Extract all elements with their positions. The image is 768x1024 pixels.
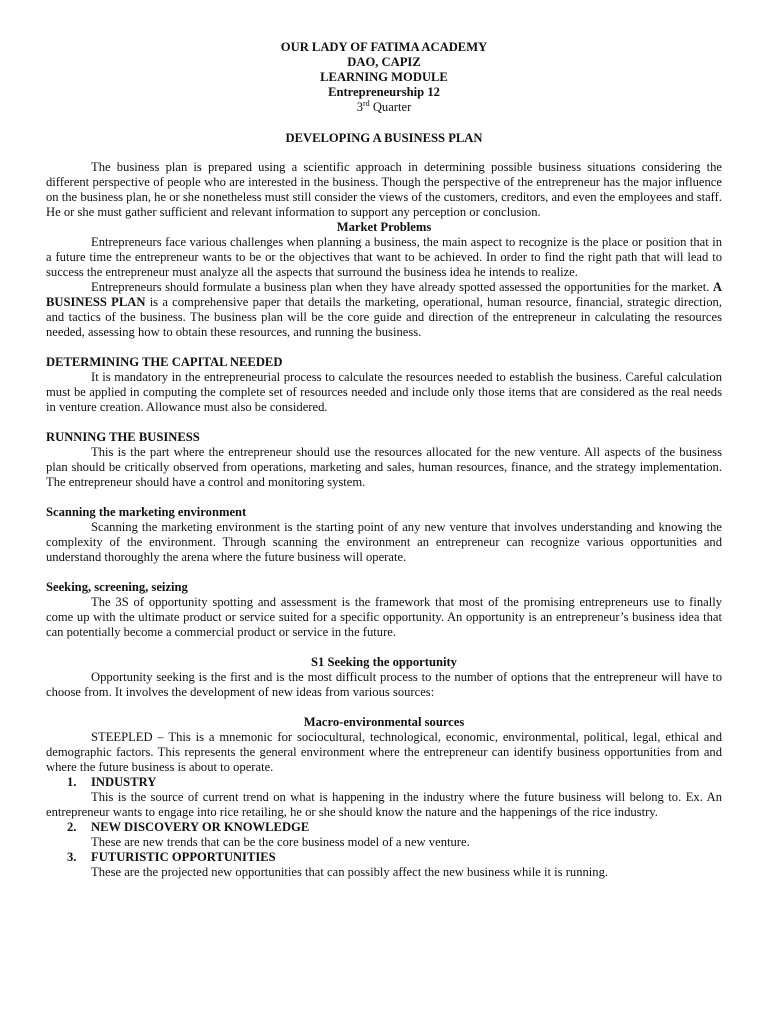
list-item-text: This is the source of current trend on what is happening in the industry where the future business will belong to. Ex. An entrepreneur wants to engage into rice retailing, he or she should know the nature and the happenings of the rice industry.	[46, 790, 722, 819]
quarter-label	[46, 100, 722, 115]
list-item	[46, 775, 722, 820]
document-header	[46, 40, 722, 115]
document-title: DEVELOPING A BUSINESS PLAN	[285, 131, 483, 145]
list-item-label: INDUSTRY	[91, 775, 157, 789]
market-paragraph-1: Entrepreneurs face various challenges when planning a business, the main aspect to recognize is the place or position that in a future time the entrepreneur wants to be or the objectives that want to be achieved. In order to find the right path that will lead to success the entrepreneur must analyze all the aspects that surround the business idea he intends to realize.	[46, 235, 722, 279]
subject-label: Entrepreneurship 12	[328, 85, 440, 99]
scanning-heading: Scanning the marketing environment	[46, 505, 247, 519]
running-paragraph: This is the part where the entrepreneur should use the resources allocated for the new venture. All aspects of the business plan should be critically observed from operations, marketing and sales, human resources, finance, and the strategy implementation. The entrepreneur should have a control and monitoring system.	[46, 445, 722, 489]
list-item-heading	[46, 850, 722, 865]
s1-paragraph: Opportunity seeking is the first and is the most difficult process to the number of options that the entrepreneur will have to choose from. It involves the development of new ideas from various sources:	[46, 670, 722, 699]
quarter-number: 3	[356, 100, 363, 114]
list-item-heading	[46, 775, 722, 790]
quarter-suffix: rd	[363, 98, 370, 108]
capital-heading: DETERMINING THE CAPITAL NEEDED	[46, 355, 283, 369]
s1-heading: S1 Seeking the opportunity	[311, 655, 457, 669]
list-item-number: 2.	[67, 820, 77, 834]
list-item	[46, 850, 722, 880]
macro-paragraph: STEEPLED – This is a mnemonic for sociocultural, technological, economic, environmental, political, legal, ethical and demographic factors. This represents the general environment where the entrepreneur can identify business opportunities from and where the future business is about to operate.	[46, 730, 722, 774]
quarter-word: Quarter	[372, 100, 412, 114]
list-item-number: 3.	[67, 850, 77, 864]
list-item-label: FUTURISTIC OPPORTUNITIES	[91, 850, 276, 864]
seeking-heading: Seeking, screening, seizing	[46, 580, 188, 594]
market-paragraph-2	[46, 280, 722, 340]
intro-paragraph: The business plan is prepared using a scientific approach in determining possible business situations considering the different perspective of people who are interested in the business. Though the perspective of the entrepreneur has the major influence on the business plan, he or she nonetheless must still consider the views of the customers, creditors, and even the employees and staff. He or she must gather sufficient and relevant information to support any perception or conclusion.	[46, 160, 722, 219]
list-item-number: 1.	[67, 775, 77, 789]
list-item-label: NEW DISCOVERY OR KNOWLEDGE	[91, 820, 310, 834]
market-p2-after: is a comprehensive paper that details the marketing, operational, human resource, financial, strategic direction, and tactics of the business. The business plan will be the core guide and direction of the entrepreneur in calculating the resources needed, assessing how to obtain these resources, and running the business.	[46, 295, 722, 339]
list-item-heading	[46, 820, 722, 835]
capital-paragraph: It is mandatory in the entrepreneurial process to calculate the resources needed to establish the business. Careful calculation must be applied in computing the complete set of resources needed and include only those items that are considered as the real needs in venture creation. Allowance must also be considered.	[46, 370, 722, 414]
seeking-paragraph: The 3S of opportunity spotting and assessment is the framework that most of the promising entrepreneurs use to finally come up with the ultimate product or service suited for a specific opportunity. An opportunity is an entrepreneur’s business idea that can potentially become a commercial product or service in the future.	[46, 595, 722, 639]
running-heading: RUNNING THE BUSINESS	[46, 430, 200, 444]
school-name: OUR LADY OF FATIMA ACADEMY	[280, 40, 488, 54]
school-location: DAO, CAPIZ	[347, 55, 421, 69]
scanning-paragraph: Scanning the marketing environment is the starting point of any new venture that involves understanding and knowing the complexity of the environment. Through scanning the environment an entrepreneur can recognize various opportunities and understand thoroughly the arena where the future business will operate.	[46, 520, 722, 564]
module-label: LEARNING MODULE	[320, 70, 448, 84]
market-p2-before: Entrepreneurs should formulate a business plan when they have already spotted assessed the opportunities for the market.	[91, 280, 710, 294]
list-item	[46, 820, 722, 850]
sources-list	[46, 775, 722, 880]
market-problems-heading: Market Problems	[336, 220, 432, 234]
list-item-text: These are the projected new opportunities that can possibly affect the new business while it is running.	[91, 865, 609, 879]
list-item-text: These are new trends that can be the core business model of a new venture.	[91, 835, 470, 849]
macro-heading: Macro-environmental sources	[303, 715, 465, 729]
business-plan-term: A BUSINESS PLAN	[46, 280, 722, 309]
